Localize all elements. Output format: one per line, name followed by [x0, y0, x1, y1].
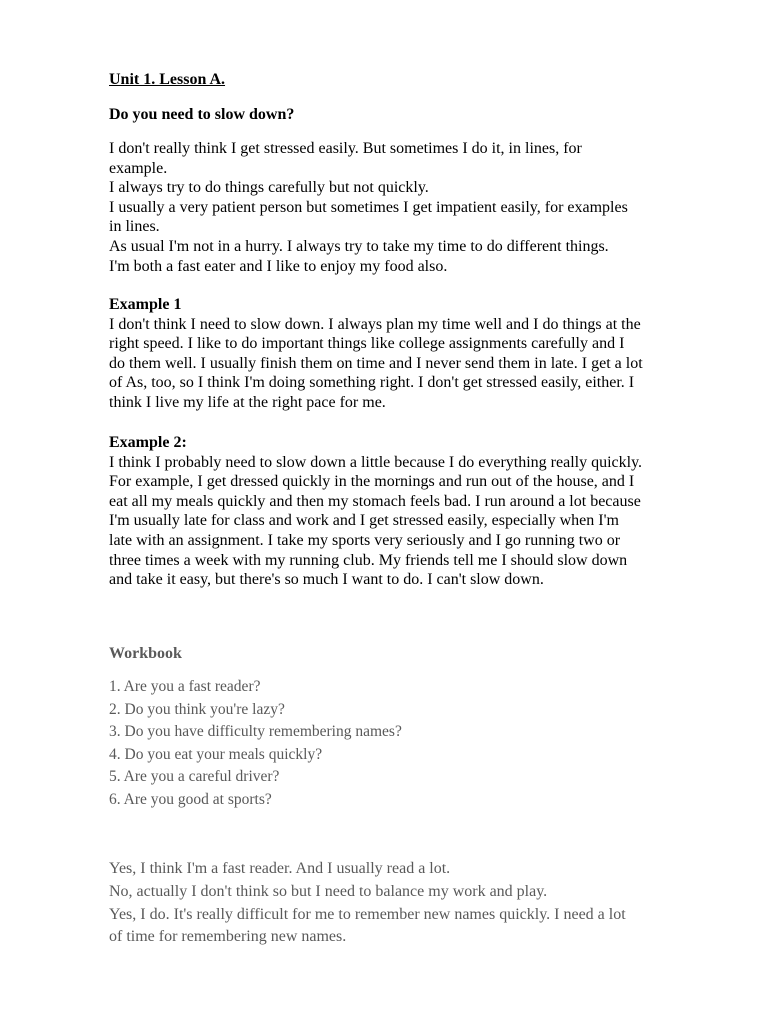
- text-line: I think I probably need to slow down a little because I do everything really quickly.: [109, 453, 643, 471]
- list-item: 5. Are you a careful driver?: [109, 768, 280, 785]
- list-item: 2. Do you think you're lazy?: [109, 700, 285, 718]
- text-line: I don't really think I get stressed easily. But sometimes I do it, in lines, for: [109, 140, 582, 157]
- text-line: do them well. I usually finish them on time and I never send them in late. I get a lot: [109, 354, 643, 372]
- list-item: 4. Do you eat your meals quickly?: [109, 745, 323, 763]
- text-line: I don't think I need to slow down. I always plan my time well and I do things at the: [109, 315, 641, 333]
- answer-line: Yes, I do. It's really difficult for me to remember new names quickly. I need a lot: [109, 905, 626, 923]
- workbook-title: Workbook: [109, 645, 182, 662]
- unit-title: Unit 1. Lesson A.: [109, 71, 226, 88]
- text-line: eat all my meals quickly and then my stomach feels bad. I run around a lot because: [109, 492, 641, 510]
- text-line: in lines.: [109, 218, 160, 236]
- list-item: 1. Are you a fast reader?: [109, 678, 261, 695]
- intro-paragraph: [109, 139, 719, 276]
- workbook-questions: [109, 676, 719, 811]
- text-line: I always try to do things carefully but not quickly.: [109, 179, 429, 197]
- answer-line: No, actually I don't think so but I need to balance my work and play.: [109, 882, 548, 900]
- text-line: I usually a very patient person but sometimes I get impatient easily, for examples: [109, 198, 628, 216]
- text-line: late with an assignment. I take my sports very seriously and I go running two or: [109, 531, 621, 549]
- text-line: right speed. I like to do important things like college assignments carefully and I: [109, 335, 625, 353]
- text-line: and take it easy, but there's so much I want to do. I can't slow down.: [109, 571, 544, 589]
- example2-label: Example 2:: [109, 434, 187, 451]
- text-line: As usual I'm not in a hurry. I always try to take my time to do different things.: [109, 237, 609, 255]
- text-line: of As, too, so I think I'm doing something right. I don't get stressed easily, either. I: [109, 374, 635, 392]
- list-item: 6. Are you good at sports?: [109, 790, 272, 808]
- text-line: think I live my life at the right pace for me.: [109, 393, 386, 411]
- text-line: I'm usually late for class and work and I get stressed easily, especially when I'm: [109, 512, 619, 530]
- text-line: For example, I get dressed quickly in the mornings and run out of the house, and I: [109, 473, 635, 491]
- text-line: I'm both a fast eater and I like to enjoy my food also.: [109, 257, 448, 275]
- example1-label: Example 1: [109, 296, 182, 313]
- text-line: example.: [109, 159, 168, 177]
- answer-line: of time for remembering new names.: [109, 928, 347, 946]
- example2-section: [109, 433, 719, 590]
- workbook-answers: [109, 858, 719, 949]
- answer-line: Yes, I think I'm a fast reader. And I usually read a lot.: [109, 860, 451, 877]
- text-line: three times a week with my running club. My friends tell me I should slow down: [109, 551, 628, 569]
- list-item: 3. Do you have difficulty remembering names?: [109, 723, 402, 740]
- example1-section: [109, 295, 719, 413]
- question-heading: Do you need to slow down?: [109, 106, 295, 123]
